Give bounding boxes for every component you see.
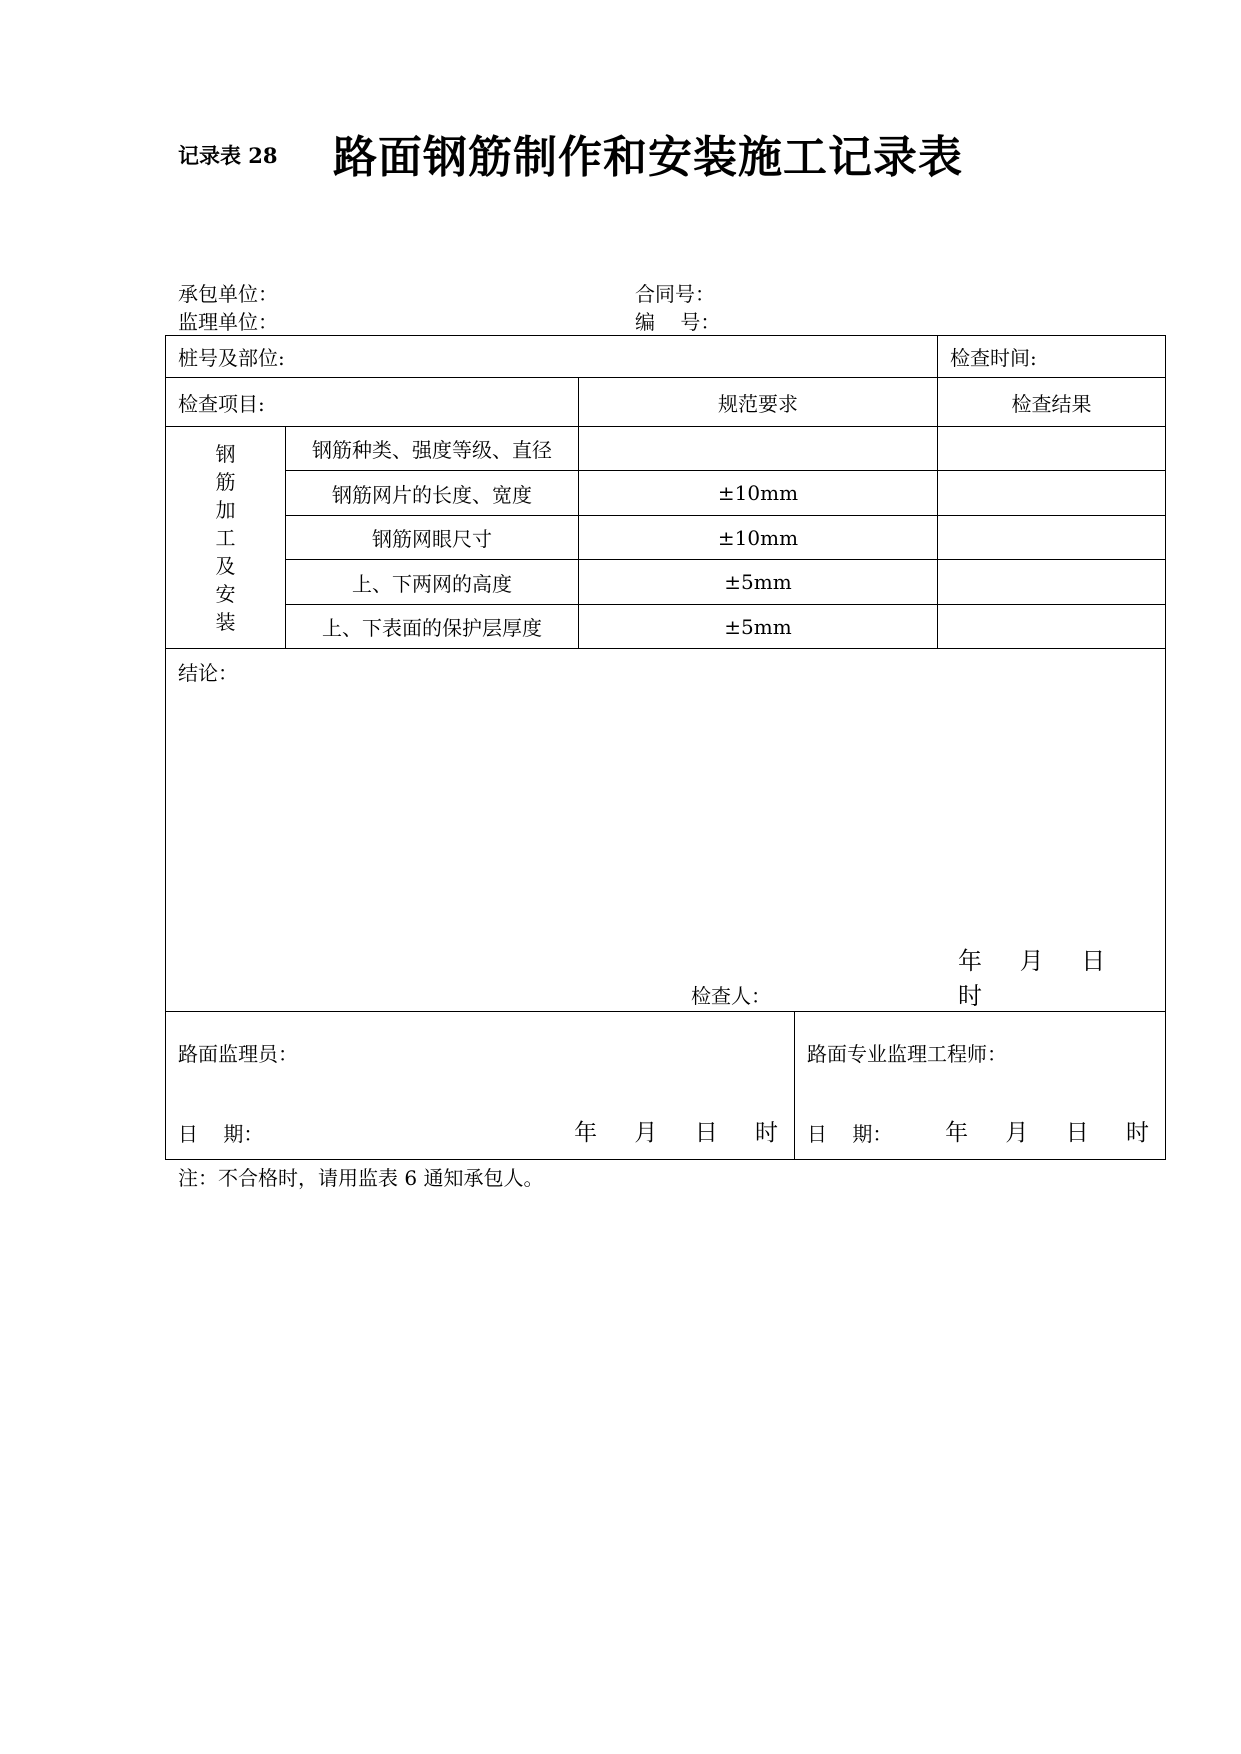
spec-cell: ±5mm: [579, 605, 938, 649]
contract-no-label: 合同号：: [635, 282, 715, 306]
group-char: 钢: [215, 441, 236, 466]
group-char: 及: [215, 553, 236, 578]
result-cell[interactable]: [938, 516, 1166, 560]
group-char: 安: [215, 581, 236, 606]
item-cell: 上、下表面的保护层厚度: [286, 605, 579, 649]
check-item-header: 检查项目:: [166, 378, 579, 427]
month-unit: 月: [1019, 947, 1044, 975]
year-unit: 年: [945, 1120, 969, 1146]
road-engineer-cell[interactable]: [795, 1012, 1166, 1160]
spec-cell: ±5mm: [579, 560, 938, 605]
hour-unit: 时: [958, 982, 982, 1010]
check-time-cell[interactable]: [938, 336, 1166, 378]
item-cell: 钢筋网眼尺寸: [286, 516, 579, 560]
inspector-label: 检查人：: [691, 984, 771, 1008]
spec-cell: ±10mm: [579, 471, 938, 516]
result-header: 检查结果: [938, 378, 1166, 427]
hour-unit: 时: [755, 1120, 778, 1146]
group-char: 工: [215, 525, 236, 550]
hour-unit: 时: [1126, 1120, 1149, 1146]
record-code: 记录表 28: [178, 143, 278, 168]
inspector-date: [928, 941, 1165, 1011]
conclusion-label: 结论：: [178, 661, 238, 685]
year-unit: 年: [958, 947, 982, 975]
date-label: 日 期：: [807, 1122, 893, 1146]
conclusion-cell[interactable]: [166, 649, 1166, 1012]
result-cell[interactable]: [938, 471, 1166, 516]
road-supervisor-cell[interactable]: [166, 1012, 795, 1160]
supervisor-label: 监理单位：: [178, 310, 278, 334]
item-cell: 钢筋网片的长度、宽度: [286, 471, 579, 516]
station-cell[interactable]: [166, 336, 938, 378]
day-unit: 日: [1065, 1120, 1089, 1146]
check-time-label: 检查时间:: [950, 346, 1037, 370]
page-title: 路面钢筋制作和安装施工记录表: [333, 132, 963, 183]
month-unit: 月: [1005, 1120, 1029, 1146]
station-label: 桩号及部位:: [178, 346, 285, 370]
inspection-table: [165, 335, 1166, 1160]
day-unit: 日: [694, 1120, 718, 1146]
footer-note: 注：不合格时，请用监表 6 通知承包人。: [178, 1166, 544, 1190]
supervisor-date: [544, 1114, 778, 1147]
year-unit: 年: [574, 1120, 598, 1146]
engineer-date: [915, 1114, 1149, 1147]
result-cell[interactable]: [938, 427, 1166, 471]
spec-cell: ±10mm: [579, 516, 938, 560]
spec-cell[interactable]: [579, 427, 938, 471]
spec-header: 规范要求: [579, 378, 938, 427]
serial-no-label: 编 号：: [635, 310, 721, 334]
contractor-label: 承包单位：: [178, 282, 278, 306]
group-char: 装: [215, 609, 236, 634]
result-cell[interactable]: [938, 605, 1166, 649]
group-char: 加: [215, 497, 236, 522]
month-unit: 月: [634, 1120, 658, 1146]
item-cell: 钢筋种类、强度等级、直径: [286, 427, 579, 471]
result-cell[interactable]: [938, 560, 1166, 605]
date-label: 日 期：: [178, 1122, 264, 1146]
road-supervisor-label: 路面监理员：: [178, 1042, 298, 1066]
day-unit: 日: [1081, 947, 1106, 975]
road-engineer-label: 路面专业监理工程师：: [807, 1042, 1007, 1066]
group-char: 筋: [215, 469, 236, 494]
item-cell: 上、下两网的高度: [286, 560, 579, 605]
group-label: [166, 427, 286, 649]
